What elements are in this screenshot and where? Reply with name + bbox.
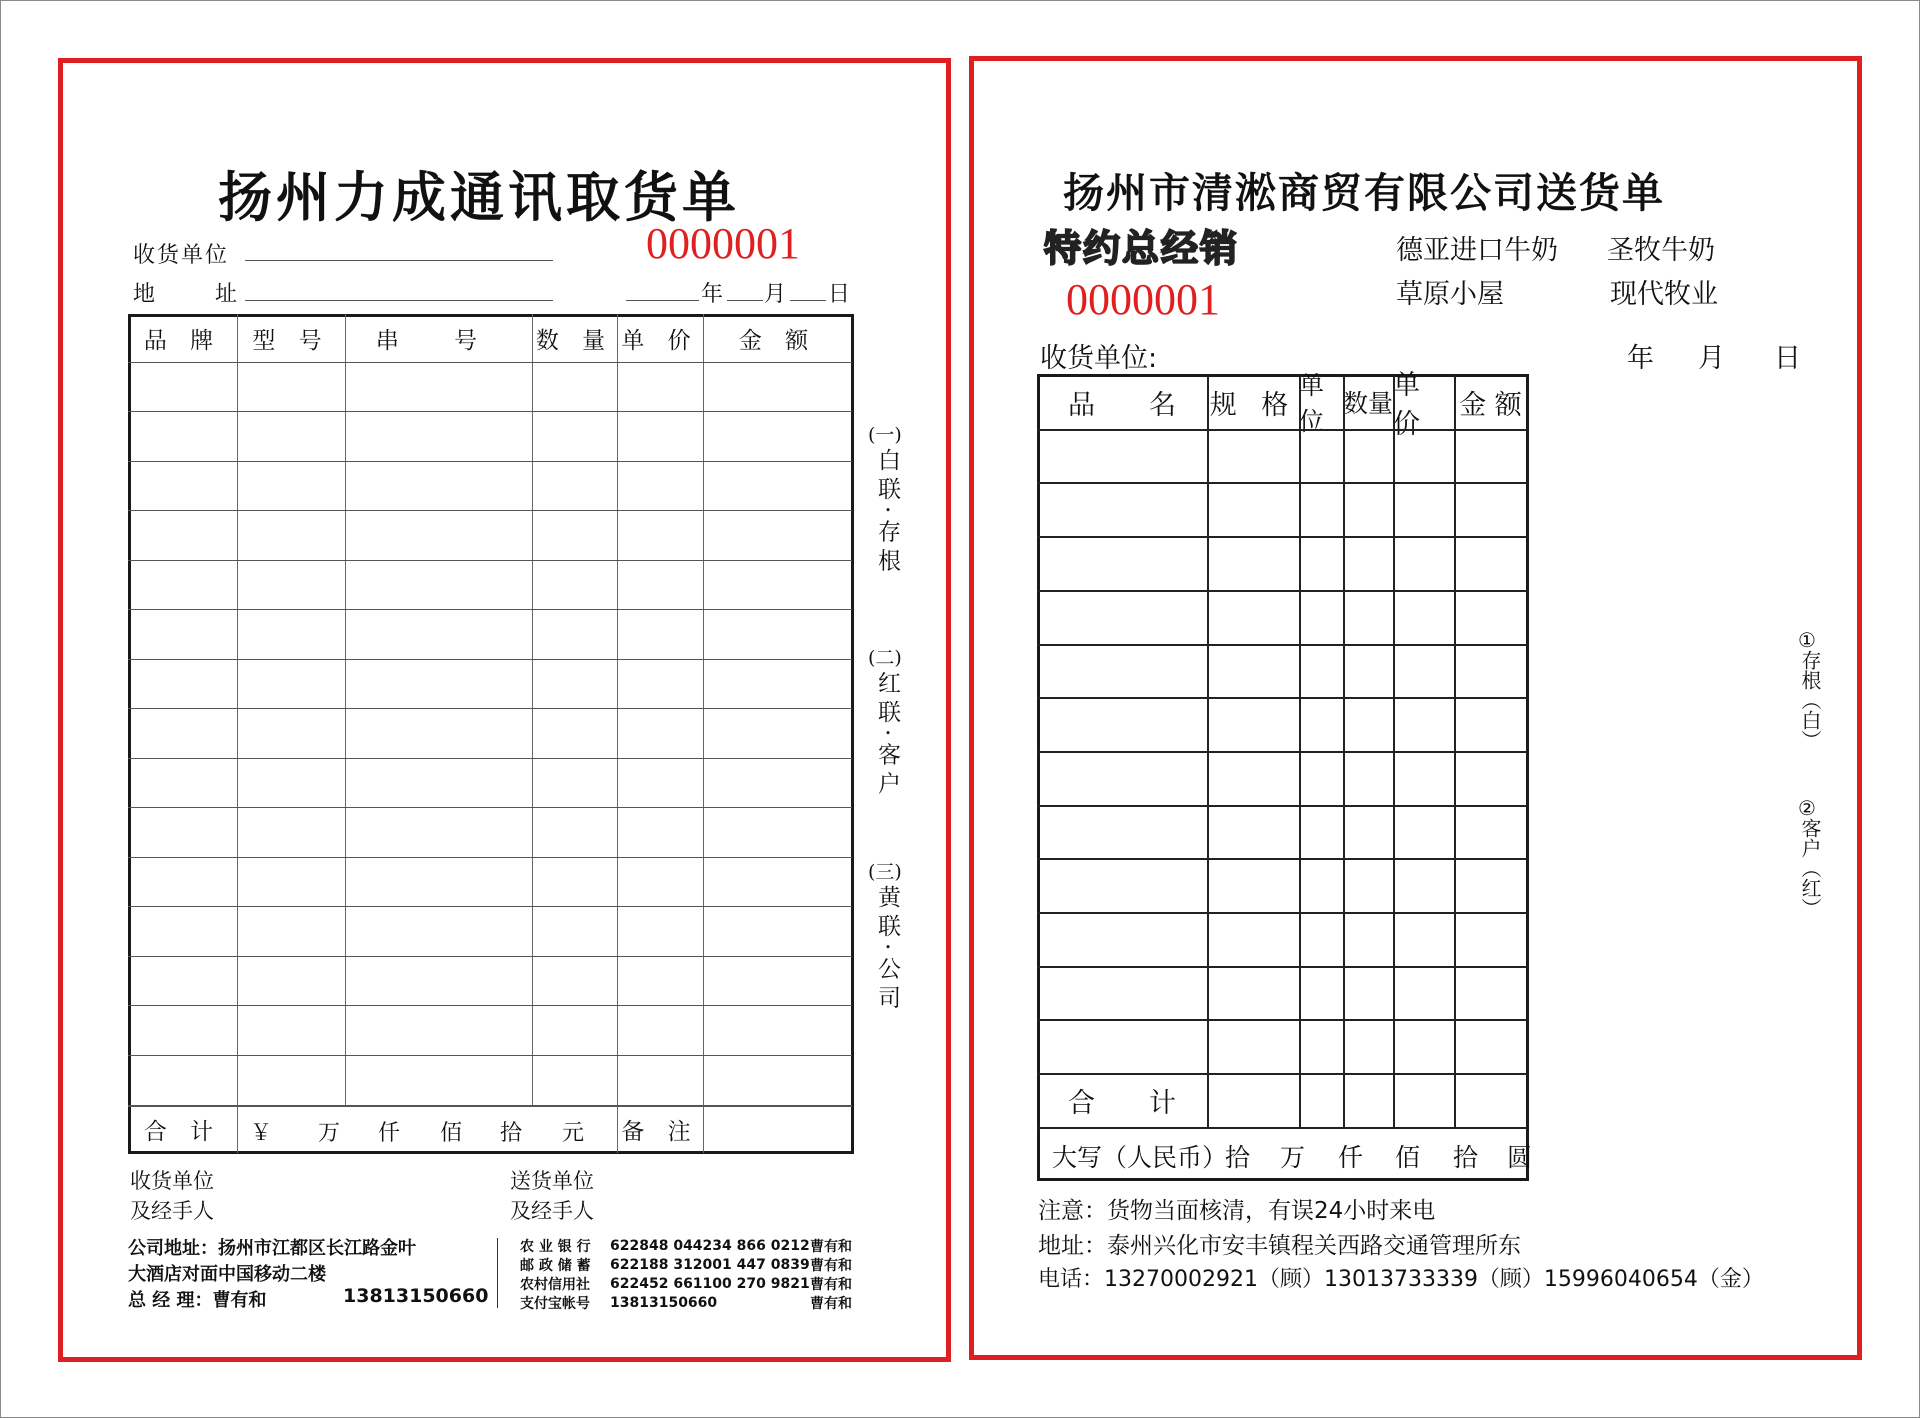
brand-shengmu: 圣牧牛奶 — [1607, 235, 1715, 266]
left-receiver-field[interactable] — [245, 260, 553, 261]
left-address-field[interactable] — [245, 300, 553, 301]
brand-caoyuan-xiaowu: 草原小屋 — [1396, 279, 1504, 310]
right-rmb-unit-wan: 万 — [1280, 1143, 1306, 1172]
right-copy-1-index: ① — [1798, 628, 1816, 652]
left-total-unit-shi: 拾 — [500, 1121, 523, 1146]
left-row-line — [128, 708, 852, 709]
left-company-address-line1: 公司地址：扬州市江都区长江路金叶 — [128, 1238, 416, 1259]
left-copy-2-label: 红联·客户 — [874, 671, 900, 801]
left-copy-3-label: 黄联·公司 — [874, 885, 900, 1015]
right-row-line — [1037, 590, 1527, 592]
right-col-header-unit: 单位 — [1299, 371, 1325, 436]
left-row-line — [128, 906, 852, 907]
left-col-divider — [532, 314, 533, 1105]
right-copy-1-label: 存根（白） — [1798, 650, 1822, 750]
left-sender-signature-line1: 送货单位 — [510, 1169, 594, 1193]
right-row-line — [1037, 751, 1527, 753]
right-form-title: 扬州市清淞商贸有限公司送货单 — [1063, 169, 1665, 217]
right-row-line — [1037, 966, 1527, 968]
left-col-header-quantity: 数 量 — [535, 327, 614, 354]
bank-account-number: 622452 661100 270 9821 — [610, 1275, 810, 1292]
left-col-header-model: 型 号 — [252, 327, 330, 354]
bank-account-row — [520, 1236, 860, 1255]
right-day-label: 日 — [1774, 343, 1801, 374]
left-copy-1-label: 白联·存根 — [874, 448, 900, 578]
bank-account-holder: 曹有和 — [810, 1257, 852, 1274]
left-total-unit-qian: 仟 — [378, 1121, 401, 1146]
left-col-header-amount: 金 额 — [738, 327, 817, 354]
right-rmb-unit-shiwan: 拾 — [1225, 1143, 1251, 1172]
left-total-currency: ￥ — [250, 1121, 273, 1146]
brand-xiandai-muye: 现代牧业 — [1610, 279, 1718, 310]
left-header-divider — [128, 362, 852, 363]
right-rmb-label: 大写（人民币） — [1052, 1143, 1228, 1172]
right-copy-2-index: ② — [1798, 796, 1816, 820]
left-company-address-line2: 大酒店对面中国移动二楼 — [128, 1264, 326, 1285]
bank-account-holder: 曹有和 — [810, 1276, 852, 1293]
right-row-line — [1037, 644, 1527, 646]
left-month-label: 月 — [764, 282, 787, 307]
left-copy-2-index: (二) — [868, 647, 902, 669]
bank-account-row — [520, 1255, 860, 1274]
left-month-field[interactable] — [727, 300, 763, 301]
left-row-line — [128, 758, 852, 759]
right-address: 地址：泰州兴化市安丰镇程关西路交通管理所东 — [1038, 1233, 1521, 1259]
left-copy-3-index: (三) — [868, 861, 902, 883]
bank-name: 农村信用社 — [520, 1276, 590, 1293]
left-row-line — [128, 956, 852, 957]
bank-account-row — [520, 1293, 860, 1312]
left-remark-field[interactable] — [703, 1105, 852, 1153]
right-receiver-label: 收货单位: — [1040, 343, 1158, 374]
left-serial-number: 0000001 — [646, 219, 800, 268]
left-remark-label: 备 注 — [621, 1118, 699, 1145]
bank-account-holder: 曹有和 — [810, 1238, 852, 1255]
bank-account-number: 13813150660 — [610, 1294, 718, 1311]
left-address-label-1: 地 — [133, 282, 156, 307]
left-col-divider — [703, 314, 704, 1153]
right-row-line — [1037, 858, 1527, 860]
left-row-line — [128, 411, 852, 412]
right-serial-number: 0000001 — [1066, 275, 1220, 324]
left-manager-phone: 13813150660 — [343, 1285, 489, 1307]
right-rmb-unit-yuan: 圆 — [1507, 1143, 1533, 1172]
right-col-header-spec: 规 格 — [1209, 389, 1297, 421]
left-receiver-signature-line1: 收货单位 — [130, 1169, 214, 1193]
right-col-header-amount: 金 额 — [1459, 389, 1522, 421]
left-year-label: 年 — [701, 282, 724, 307]
right-row-line — [1037, 1019, 1527, 1021]
right-month-label: 月 — [1698, 343, 1725, 374]
left-row-line — [128, 461, 852, 462]
left-col-divider — [617, 314, 618, 1153]
left-copy-1-index: (一) — [868, 424, 902, 446]
right-col-header-unit-price: 单 价 — [1393, 370, 1420, 440]
left-total-label: 合 计 — [143, 1118, 222, 1145]
left-sender-signature-line2: 及经手人 — [510, 1199, 594, 1223]
bank-account-number: 622188 312001 447 0839 — [610, 1256, 810, 1273]
left-bank-accounts — [520, 1236, 860, 1312]
left-total-unit-bai: 佰 — [440, 1121, 463, 1146]
bank-account-number: 622848 044234 866 0212 — [610, 1237, 810, 1254]
left-address-label-2: 址 — [215, 282, 238, 307]
right-notice: 注意：货物当面核清，有误24小时来电 — [1038, 1198, 1436, 1224]
left-day-label: 日 — [828, 282, 851, 307]
left-day-field[interactable] — [790, 300, 826, 301]
left-row-line — [128, 1055, 852, 1056]
left-row-line — [128, 510, 852, 511]
right-row-line — [1037, 482, 1527, 484]
right-rmb-unit-shi: 拾 — [1453, 1143, 1479, 1172]
right-rmb-unit-bai: 佰 — [1395, 1143, 1421, 1172]
left-col-header-serial: 串 号 — [375, 327, 502, 354]
bank-name: 农 业 银 行 — [520, 1238, 591, 1255]
right-row-line — [1037, 805, 1527, 807]
bank-name: 邮 政 储 蓄 — [520, 1257, 591, 1274]
left-row-line — [128, 659, 852, 660]
bank-account-holder: 曹有和 — [810, 1295, 852, 1312]
left-receiver-signature-line2: 及经手人 — [130, 1199, 214, 1223]
right-rmb-unit-qian: 仟 — [1338, 1143, 1364, 1172]
right-rmb-divider — [1037, 1127, 1527, 1129]
left-year-field[interactable] — [626, 300, 699, 301]
bank-account-row — [520, 1274, 860, 1293]
right-col-header-product-name: 品 名 — [1068, 389, 1176, 421]
left-col-header-brand: 品 牌 — [143, 327, 222, 354]
company-bank-divider — [497, 1238, 498, 1308]
left-receiver-label: 收货单位 — [133, 243, 230, 268]
left-row-line — [128, 857, 852, 858]
left-manager-label: 总 经 理：曹有和 — [128, 1290, 267, 1311]
right-phone: 电话：13270002921（顾）13013733339（顾）15996040654（金） — [1038, 1267, 1764, 1292]
right-row-line — [1037, 536, 1527, 538]
right-row-line — [1037, 697, 1527, 699]
left-total-unit-wan: 万 — [318, 1121, 341, 1146]
right-header-divider — [1037, 429, 1527, 431]
brand-deya: 德亚进口牛奶 — [1396, 235, 1558, 266]
right-copy-2-label: 客户（红） — [1798, 818, 1822, 918]
left-row-line — [128, 560, 852, 561]
right-year-label: 年 — [1627, 343, 1654, 374]
right-total-label: 合 计 — [1068, 1087, 1176, 1119]
right-row-line — [1037, 912, 1527, 914]
left-row-line — [128, 807, 852, 808]
left-col-divider — [237, 314, 238, 1153]
left-row-line — [128, 609, 852, 610]
right-col-header-quantity: 数量 — [1343, 389, 1394, 418]
left-row-line — [128, 1005, 852, 1006]
bank-name: 支付宝帐号 — [520, 1295, 590, 1312]
left-col-header-unit-price: 单 价 — [621, 327, 699, 354]
left-total-unit-yuan: 元 — [562, 1121, 585, 1146]
left-form-title: 扬州力成通讯取货单 — [218, 166, 740, 229]
left-col-divider — [345, 314, 346, 1105]
right-distributor-label: 特约总经销 — [1044, 227, 1239, 270]
